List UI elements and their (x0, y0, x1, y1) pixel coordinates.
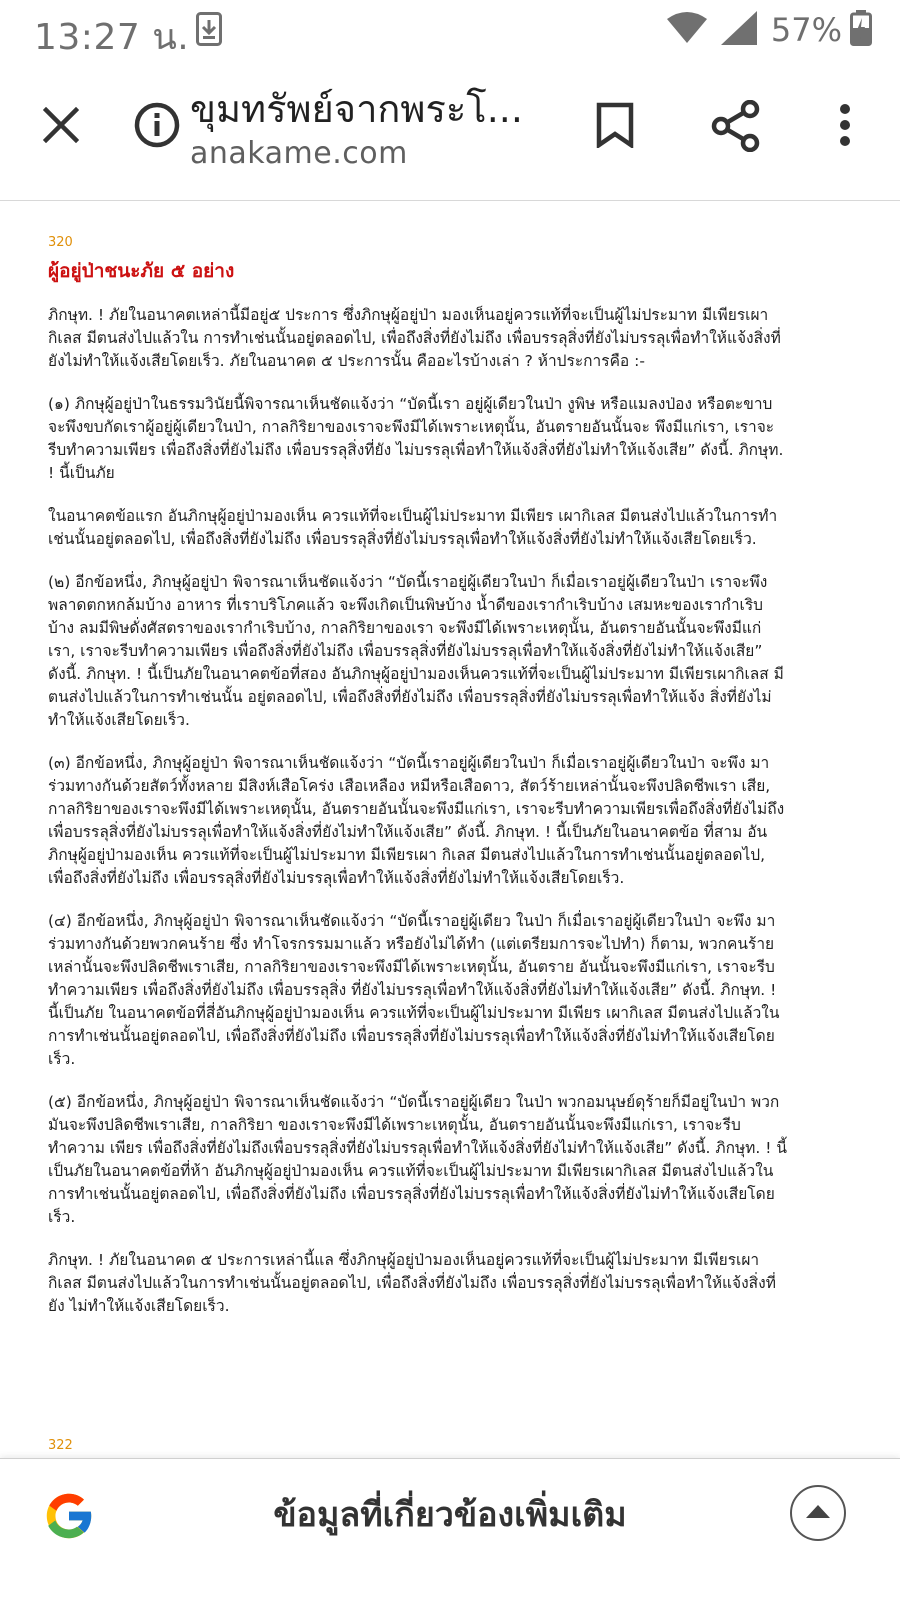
share-button[interactable] (706, 98, 766, 158)
status-bar (0, 0, 900, 62)
paragraph-3: (๓) อีกข้อหนึ่ง, ภิกษุผู้อยู่ป่า พิจารณาเห็นชัดแจ้งว่า “บัดนี้เราอยู่ผู้เดียวในป่า ก็เมื่อเราอยู่ผู้เดียวในป่า จะพึง มาร่วมทางกันด้วยสัตว์ทั้งหลาย มีสิงห์เสือโคร่ง เสือเหลือง หมีหรือเสือดาว, สัตว์ร้ายเหล่านั้นจะพึงปลิดชีพเรา เสีย, กาลกิริยาของเราจะพึงมีได้เพราะเหตุนั้น, อันตรายอันนั้นจะพึงมีแก่เรา, เราจะรีบทำความเพียรเพื่อถึงสิ่งที่ยังไม่ถึง เพื่อบรรลุสิ่งที่ยังไม่บรรลุเพื่อทำให้แจ้งสิ่งที่ยังไม่ทำให้แจ้งเสีย” ดังนี้. ภิกษุท. ! นี้เป็นภัยในอนาคตข้อ ที่สาม อันภิกษุผู้อยู่ป่ามองเห็น ควรแท้ที่จะเป็นผู้ไม่ประมาท มีเพียรเผา กิเลส มีตนส่งไปแล้วในการทำเช่นนั้นอยู่ตลอดไป, เพื่อถึงสิ่งที่ยังไม่ถึง เพื่อบรรลุสิ่งที่ยังไม่บรรลุเพื่อทำให้แจ้งสิ่งที่ยังไม่ทำให้แจ้งเสียโดยเร็ว. (48, 754, 785, 887)
share-icon (711, 100, 761, 156)
paragraph-intro: ภิกษุท. ! ภัยในอนาคตเหล่านี้มีอยู่๕ ประการ ซึ่งภิกษุผู้อยู่ป่า มองเห็นอยู่ควรแท้ที่จะเป็นผู้ไม่ประมาท มีเพียรเผากิเลส มีตนส่งไปแล้วใน การทำเช่นนั้นอยู่ตลอดไป, เพื่อถึงสิ่งที่ยังไม่ถึง เพื่อบรรลุสิ่งที่ยังไม่บรรลุเพื่อทำให้แจ้งสิ่งที่ยังไม่ทำให้แจ้งเสียโดยเร็ว. ภัยในอนาคต ๕ ประการนั้น คืออะไรบ้างเล่า ? ห้าประการคือ :- (48, 306, 781, 370)
paragraph-4: (๔) อีกข้อหนึ่ง, ภิกษุผู้อยู่ป่า พิจารณาเห็นชัดแจ้งว่า “บัดนี้เราอยู่ผู้เดียว ในป่า ก็เมื่อเราอยู่ผู้เดียวในป่า จะพึง มาร่วมทางกันด้วยพวกคนร้าย ซึ่ง ทำโจรกรรมมาแล้ว หรือยังไม่ได้ทำ (แต่เตรียมการจะไปทำ) ก็ตาม, พวกคนร้าย เหล่านั้นจะพึงปลิดชีพเราเสีย, กาลกิริยาของเราจะพึงมีได้เพราะเหตุนั้น, อันตราย อันนั้นจะพึงมีแก่เรา, เราจะรีบทำความเพียร เพื่อถึงสิ่งที่ยังไม่ถึง เพื่อบรรลุสิ่ง ที่ยังไม่บรรลุเพื่อทำให้แจ้งสิ่งที่ยังไม่ทำให้แจ้งเสีย” ดังนี้. ภิกษุท. ! นี้เป็นภัย ในอนาคตข้อที่สี่อันภิกษุผู้อยู่ป่ามองเห็น ควรแท้ที่จะเป็นผู้ไม่ประมาท มีเพียร เผากิเลส มีตนส่งไปแล้วในการทำเช่นนั้นอยู่ตลอดไป, เพื่อถึงสิ่งที่ยังไม่ถึง เพื่อบรรลุสิ่งที่ยังไม่บรรลุเพื่อทำให้แจ้งสิ่งที่ยังไม่ทำให้แจ้งเสียโดยเร็ว. (48, 912, 780, 1068)
info-icon (133, 101, 181, 153)
close-button[interactable] (32, 98, 90, 156)
bookmark-icon (596, 102, 634, 152)
page-number-bottom: 322 (48, 1438, 73, 1453)
expand-sheet-button[interactable] (790, 1485, 846, 1541)
page-number-top: 320 (48, 235, 73, 250)
browser-toolbar (0, 62, 900, 201)
signal-icon (721, 11, 757, 49)
page-title: ขุมทรัพย์จากพระโ... (190, 87, 523, 131)
page-url: anakame.com (190, 136, 408, 171)
site-info-button[interactable] (128, 98, 186, 156)
wifi-icon (667, 11, 707, 49)
status-right-group (667, 10, 872, 50)
more-vert-icon (838, 103, 852, 151)
battery-icon (850, 10, 872, 50)
paragraph-1-cont: ในอนาคตข้อแรก อันภิกษุผู้อยู่ป่ามองเห็น ควรแท้ที่จะเป็นผู้ไม่ประมาท มีเพียร เผากิเลส มีตนส่งไปแล้วในการทำเช่นนั้นอยู่ตลอดไป, เพื่อถึงสิ่งที่ยังไม่ถึง เพื่อบรรลุสิ่งที่ยังไม่บรรลุเพื่อทำให้แจ้งสิ่งที่ยังไม่ทำให้แจ้งเสียโดยเร็ว. (48, 507, 778, 548)
paragraph-summary: ภิกษุท. ! ภัยในอนาคต ๕ ประการเหล่านี้แล ซึ่งภิกษุผู้อยู่ป่ามองเห็นอยู่ควรแท้ที่จะเป็นผู้ไม่ประมาท มีเพียรเผากิเลส มีตนส่งไปแล้วในการทำเช่นนั้นอยู่ตลอดไป, เพื่อถึงสิ่งที่ยังไม่ถึง เพื่อบรรลุสิ่งที่ยังไม่บรรลุเพื่อทำให้แจ้งสิ่งที่ยัง ไม่ทำให้แจ้งเสียโดยเร็ว. (48, 1251, 776, 1315)
bookmark-button[interactable] (586, 98, 644, 156)
related-info-label: ข้อมูลที่เกี่ยวข้องเพิ่มเติม (273, 1495, 627, 1535)
google-logo-icon (40, 1487, 98, 1545)
paragraph-2: (๒) อีกข้อหนึ่ง, ภิกษุผู้อยู่ป่า พิจารณาเห็นชัดแจ้งว่า “บัดนี้เราอยู่ผู้เดียวในป่า ก็เมื่อเราอยู่ผู้เดียวในป่า เราจะพึงพลาดตกหกล้มบ้าง อาหาร ที่เราบริโภคแล้ว จะพึงเกิดเป็นพิษบ้าง น้ำดีของเรากำเริบบ้าง เสมหะของเรากำเริบบ้าง ลมมีพิษดั่งศัสตราของเรากำเริบบ้าง, กาลกิริยาของเรา จะพึงมีได้เพราะเหตุนั้น, อันตรายอันนั้นจะพึงมีแก่เรา, เราจะรีบทำความเพียร เพื่อถึงสิ่งที่ยังไม่ถึง เพื่อบรรลุสิ่งที่ยังไม่บรรลุเพื่อทำให้แจ้งสิ่งที่ยังไม่ทำให้แจ้งเสีย” ดังนี้. ภิกษุท. ! นี้เป็นภัยในอนาคตข้อที่สอง อันภิกษุผู้อยู่ป่ามองเห็นควรแท้ที่จะเป็นผู้ไม่ประมาท มีเพียรเผากิเลส มีตนส่งไปแล้วในการทำเช่นนั้น อยู่ตลอดไป, เพื่อถึงสิ่งที่ยังไม่ถึง เพื่อบรรลุสิ่งที่ยังไม่บรรลุเพื่อทำให้แจ้ง สิ่งที่ยังไม่ทำให้แจ้งเสียโดยเร็ว. (48, 573, 784, 729)
paragraph-5: (๕) อีกข้อหนึ่ง, ภิกษุผู้อยู่ป่า พิจารณาเห็นชัดแจ้งว่า “บัดนี้เราอยู่ผู้เดียว ในป่า พวกอมนุษย์ดุร้ายก็มีอยู่ในป่า พวกมันจะพึงปลิดชีพเราเสีย, กาลกิริยา ของเราจะพึงมีได้เพราะเหตุนั้น, อันตรายอันนั้นจะพึงมีแก่เรา, เราจะรีบทำความ เพียร เพื่อถึงสิ่งที่ยังไม่ถึงเพื่อบรรลุสิ่งที่ยังไม่บรรลุเพื่อทำให้แจ้งสิ่งที่ยังไม่ทำให้แจ้งเสีย” ดังนี้. ภิกษุท. ! นี้เป็นภัยในอนาคตข้อที่ห้า อันภิกษุผู้อยู่ป่ามองเห็น ควรแท้ที่จะเป็นผู้ไม่ประมาท มีเพียรเผากิเลส มีตนส่งไปแล้วในการทำเช่นนั้นอยู่ตลอดไป, เพื่อถึงสิ่งที่ยังไม่ถึง เพื่อบรรลุสิ่งที่ยังไม่บรรลุเพื่อทำให้แจ้งสิ่งที่ยังไม่ทำให้แจ้งเสียโดยเร็ว. (48, 1093, 787, 1226)
download-icon (196, 12, 222, 50)
article-title: ผู้อยู่ป่าชนะภัย ๕ อย่าง (48, 260, 235, 282)
battery-percent: 57% (770, 11, 842, 49)
article-content (48, 234, 788, 1338)
expand-up-icon (804, 1502, 832, 1524)
close-icon (43, 107, 79, 147)
page-title-block[interactable] (190, 84, 560, 174)
paragraph-1: (๑) ภิกษุผู้อยู่ป่าในธรรมวินัยนี้พิจารณาเห็นชัดแจ้งว่า “บัดนี้เรา อยู่ผู้เดียวในป่า งูพิษ หรือแมลงป่อง หรือตะขาบ จะพึงขบกัดเราผู้อยู่ผู้เดียวในป่า, กาลกิริยาของเราจะพึงมีได้เพราะเหตุนั้น, อันตรายอันนั้นจะ พึงมีแก่เรา, เราจะรีบทำความเพียร เพื่อถึงสิ่งที่ยังไม่ถึง เพื่อบรรลุสิ่งที่ยัง ไม่บรรลุเพื่อทำให้แจ้งสิ่งที่ยังไม่ทำให้แจ้งเสีย” ดังนี้. ภิกษุท. ! นี้เป็นภัย (48, 395, 784, 482)
related-info-sheet[interactable] (0, 1458, 900, 1600)
status-time: 13:27 น. (34, 17, 190, 58)
more-options-button[interactable] (816, 98, 874, 156)
